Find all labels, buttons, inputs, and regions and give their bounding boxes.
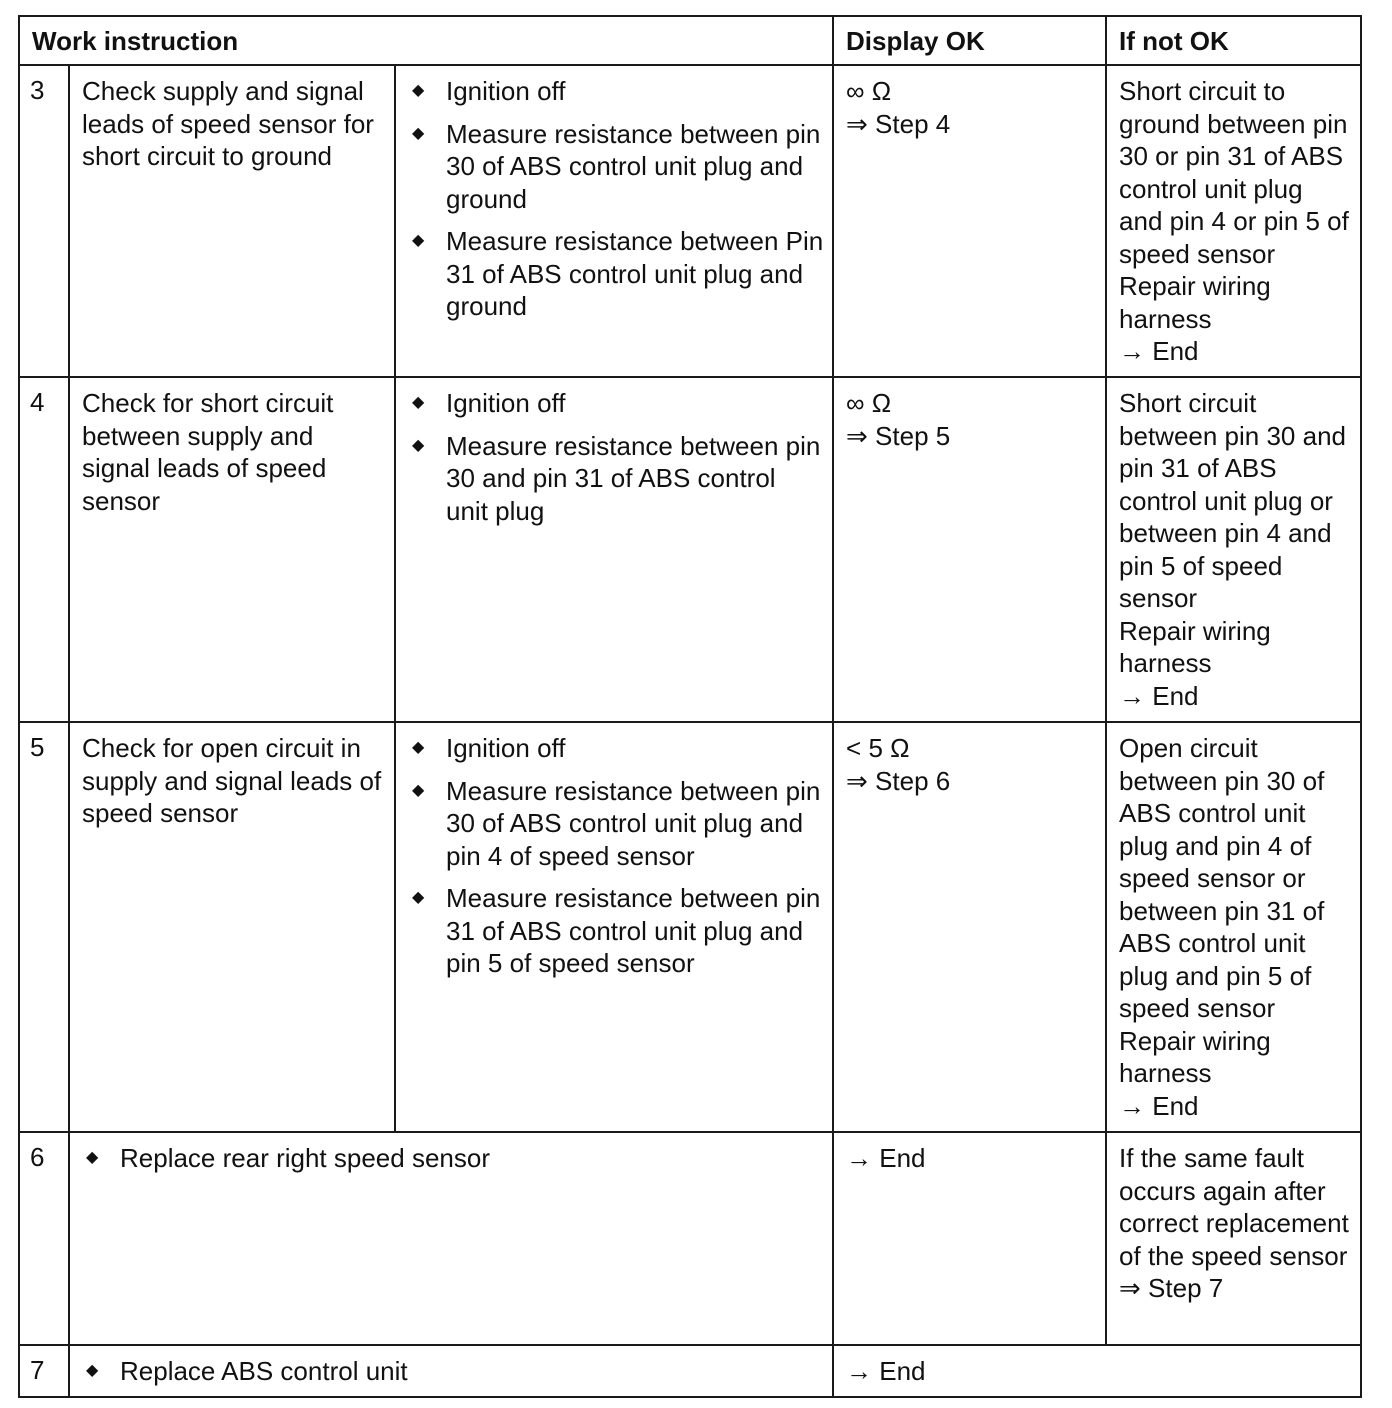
bullet-icon: ◆ (86, 1362, 99, 1379)
action-item: ◆ Replace rear right speed sensor (86, 1143, 490, 1173)
display-ok-cell (833, 65, 1106, 377)
display-ok-cell (833, 722, 1106, 1132)
bullet-icon: ◆ (412, 781, 425, 799)
header-if-not-ok: If not OK (1106, 16, 1361, 65)
bullet-icon: ◆ (412, 436, 425, 454)
action-item: ◆ Ignition off (412, 733, 566, 763)
step-actions (69, 1132, 833, 1345)
action-item: ◆ Measure resistance between pin 30 and pin 31 of ABS control unit plug (412, 430, 821, 526)
bullet-icon: ◆ (412, 889, 425, 906)
work-instruction-table (18, 15, 1362, 1398)
display-ok-cell (833, 1132, 1106, 1345)
step-number: 7 (19, 1345, 69, 1397)
step-actions (395, 722, 833, 1132)
table-row (19, 722, 1361, 1132)
table-row (19, 1345, 1361, 1397)
not-ok-next: → End (1119, 680, 1199, 711)
bullet-icon: ◆ (86, 1149, 99, 1166)
action-item: ◆ Measure resistance between Pin 31 of ABS control unit plug and ground (412, 226, 824, 321)
step-title: Check supply and signal leads of speed sensor for short circuit to ground (69, 65, 395, 377)
step-actions (395, 377, 833, 722)
action-item: ◆ Ignition off (412, 76, 566, 106)
not-ok-cell (1106, 65, 1361, 377)
display-next-step: → End (846, 1356, 926, 1386)
action-item: ◆ Replace ABS control unit (86, 1356, 408, 1386)
display-value: < 5 Ω (846, 733, 910, 763)
action-item: ◆ Measure resistance between pin 30 of ABS control unit plug and pin 4 of speed sensor (412, 775, 821, 871)
bullet-icon: ◆ (412, 124, 425, 142)
header-display-ok: Display OK (833, 16, 1106, 65)
display-next-step: ⇒ Step 5 (846, 420, 951, 451)
bullet-icon: ◆ (412, 739, 425, 756)
table-header-row (19, 16, 1361, 65)
step-number: 4 (19, 377, 69, 722)
display-ok-cell (833, 1345, 1361, 1397)
table-row (19, 65, 1361, 377)
step-number: 5 (19, 722, 69, 1132)
display-ok-cell (833, 377, 1106, 722)
display-value: ∞ Ω (846, 388, 892, 418)
bullet-icon: ◆ (412, 232, 425, 249)
not-ok-cell (1106, 1132, 1361, 1345)
step-actions (395, 65, 833, 377)
not-ok-cell (1106, 377, 1361, 722)
step-title: Check for short circuit between supply and signal leads of speed sensor (69, 377, 395, 722)
not-ok-description: Open circuit between pin 30 of ABS control unit plug and pin 4 of speed sensor or between pin 31 of ABS control unit plug and pin 5 of speed sensor (1119, 733, 1325, 1023)
step-number: 6 (19, 1132, 69, 1345)
not-ok-repair: Repair wiring harness (1119, 1025, 1271, 1088)
step-number: 3 (19, 65, 69, 377)
not-ok-next: ⇒ Step 7 (1119, 1273, 1224, 1303)
display-next-step: ⇒ Step 4 (846, 108, 951, 139)
not-ok-next: → End (1119, 1090, 1199, 1121)
action-item: ◆ Measure resistance between pin 31 of ABS control unit plug and pin 5 of speed sensor (412, 883, 821, 978)
action-item: ◆ Measure resistance between pin 30 of ABS control unit plug and ground (412, 118, 821, 214)
not-ok-next: → End (1119, 336, 1199, 366)
not-ok-description: Short circuit to ground between pin 30 or pin 31 of ABS control unit plug and pin 4 or pin 5 of speed sensor (1119, 76, 1349, 269)
action-item: ◆ Ignition off (412, 388, 566, 418)
not-ok-repair: Repair wiring harness (1119, 615, 1271, 678)
table-row (19, 377, 1361, 722)
header-work-instruction: Work instruction (19, 16, 833, 65)
not-ok-description: If the same fault occurs again after correct replacement of the speed sensor (1119, 1143, 1349, 1271)
not-ok-repair: Repair wiring harness (1119, 271, 1271, 334)
display-value: ∞ Ω (846, 76, 892, 106)
display-next-step: ⇒ Step 6 (846, 765, 951, 796)
not-ok-cell (1106, 722, 1361, 1132)
step-title: Check for open circuit in supply and signal leads of speed sensor (69, 722, 395, 1132)
step-actions (69, 1345, 833, 1397)
table-row (19, 1132, 1361, 1345)
bullet-icon: ◆ (412, 394, 425, 411)
bullet-icon: ◆ (412, 82, 425, 99)
display-next-step: → End (846, 1143, 926, 1173)
not-ok-description: Short circuit between pin 30 and pin 31 of ABS control unit plug or between pin 4 and pin 5 of speed sensor (1119, 388, 1346, 613)
